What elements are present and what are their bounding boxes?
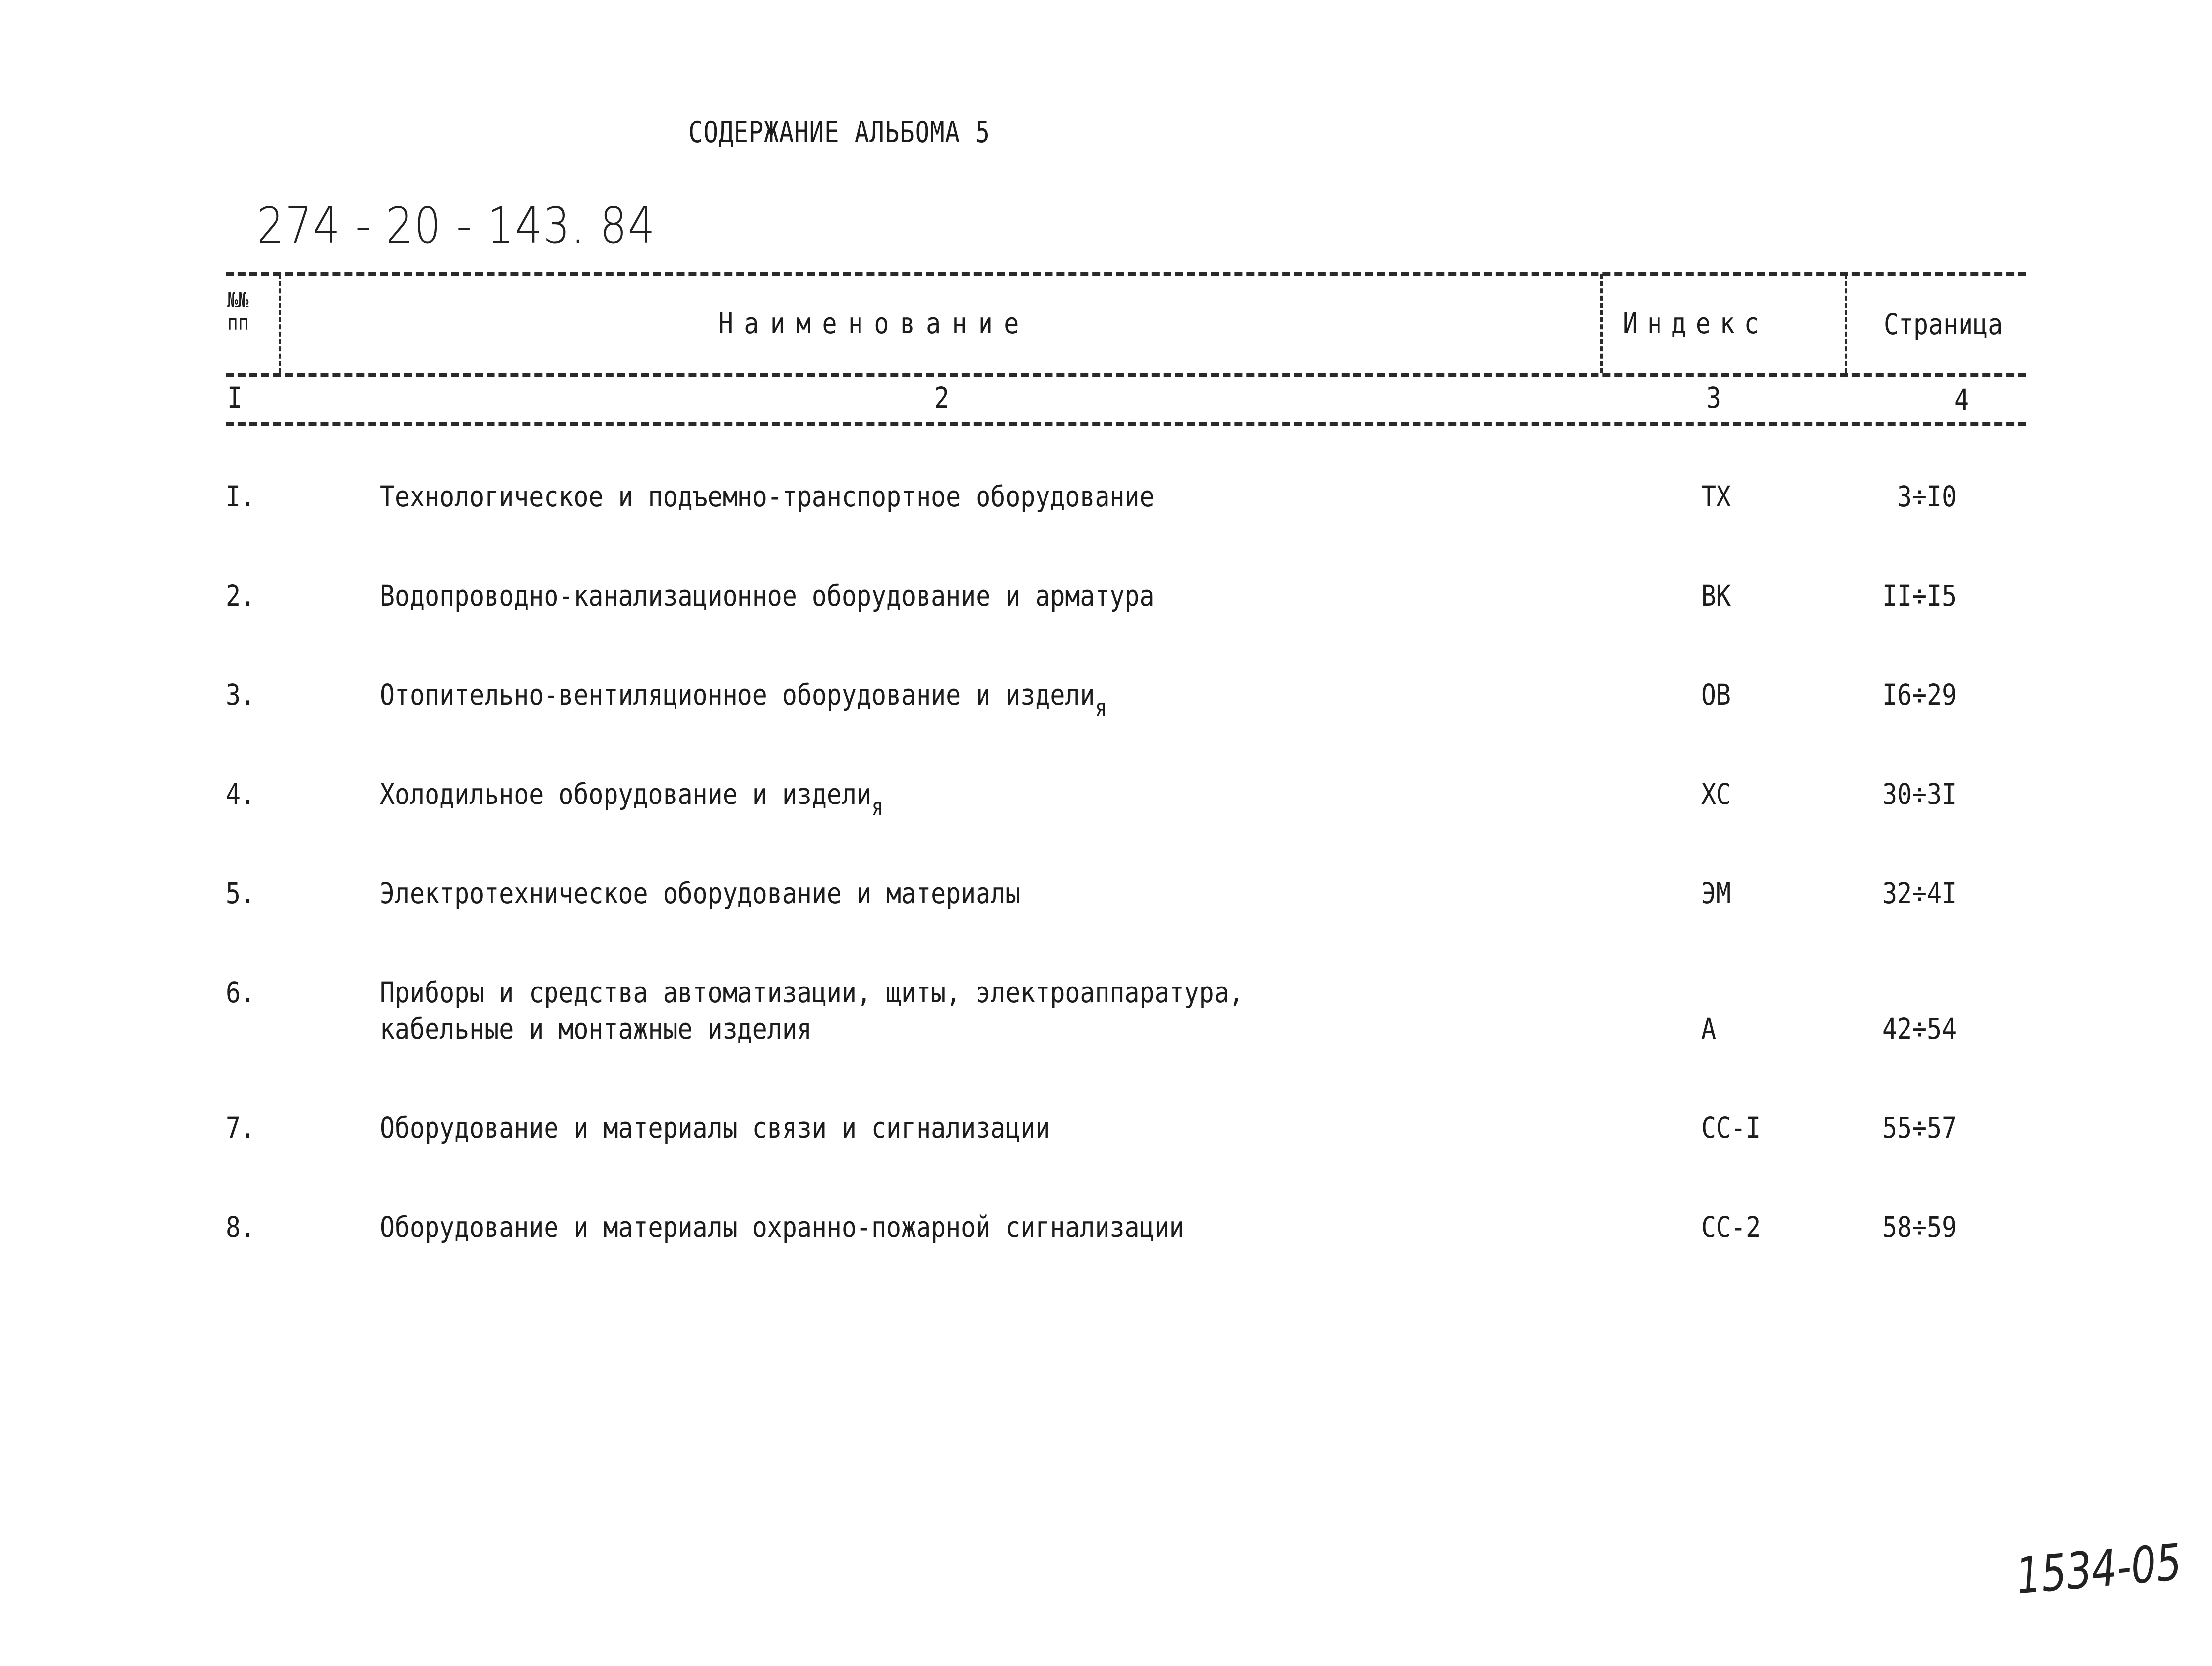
column-number-2: 2 <box>934 381 950 415</box>
header-num-line1: №№ <box>227 288 249 312</box>
row-3-pages: I6÷29 <box>1882 678 1957 712</box>
column-number-4: 4 <box>1954 383 1969 417</box>
row-2-num: 2. <box>226 579 256 613</box>
row-6-index: А <box>1701 1012 1717 1046</box>
row-8-name: Оборудование и материалы охранно-пожарной сигнализации <box>380 1210 1184 1244</box>
header-num-line2: пп <box>227 310 249 335</box>
row-5-pages: 32÷4I <box>1882 876 1957 910</box>
row-3-name <box>380 678 1107 722</box>
row-2-pages: II÷I5 <box>1882 579 1957 613</box>
row-7-num: 7. <box>226 1111 256 1145</box>
document-number: 274 - 20 - 143. 84 <box>257 196 656 254</box>
column-divider-2 <box>1600 274 1603 373</box>
row-6-num: 6. <box>226 976 256 1009</box>
page-title: СОДЕРЖАНИЕ АЛЬБОМА 5 <box>688 115 990 150</box>
row-3-name-text: Отопительно-вентиляционное оборудование и издели <box>380 678 1095 712</box>
row-5-name: Электротехническое оборудование и материалы <box>380 876 1021 910</box>
column-number-1: I <box>227 381 243 415</box>
row-2-name: Водопроводно-канализационное оборудование и арматура <box>380 579 1155 613</box>
row-6-name: Приборы и средства автоматизации, щиты, электроаппаратура, <box>380 976 1244 1009</box>
row-4-pages: 30÷3I <box>1882 777 1957 811</box>
row-8-pages: 58÷59 <box>1882 1210 1957 1244</box>
row-7-pages: 55÷57 <box>1882 1111 1957 1145</box>
row-3-num: 3. <box>226 678 256 712</box>
row-1-pages: 3÷I0 <box>1897 480 1957 513</box>
row-1-index: ТХ <box>1701 480 1731 513</box>
table-top-rule <box>226 272 2026 276</box>
archive-stamp-number: 1534-05 <box>2014 1533 2184 1605</box>
row-4-name-text: Холодильное оборудование и издели <box>380 777 872 811</box>
row-4-index: ХС <box>1701 777 1731 811</box>
row-4-num: 4. <box>226 777 256 811</box>
row-3-index: ОВ <box>1701 678 1731 712</box>
row-4-name <box>380 777 884 821</box>
row-8-num: 8. <box>226 1210 256 1244</box>
row-6-name-line2: кабельные и монтажные изделия <box>380 1012 812 1046</box>
column-divider-3 <box>1845 274 1847 373</box>
header-name: Наименование <box>718 307 1030 340</box>
column-number-3: 3 <box>1706 381 1721 415</box>
row-3-name-subscript: я <box>1095 694 1107 722</box>
row-1-name: Технологическое и подъемно-транспортное оборудование <box>380 480 1155 513</box>
row-8-index: СС-2 <box>1701 1210 1761 1244</box>
row-7-name: Оборудование и материалы связи и сигнализации <box>380 1111 1050 1145</box>
header-bottom-rule <box>226 373 2026 377</box>
column-numbers-rule <box>226 422 2026 426</box>
row-4-name-subscript: я <box>871 793 884 821</box>
header-index: Индекс <box>1623 307 1769 340</box>
column-divider-1 <box>279 274 281 373</box>
row-5-index: ЭМ <box>1701 876 1731 910</box>
header-page: Страница <box>1884 308 2003 341</box>
row-7-index: СС-I <box>1701 1111 1761 1145</box>
row-6-pages: 42÷54 <box>1882 1012 1957 1046</box>
row-1-num: I. <box>226 480 256 513</box>
row-2-index: ВК <box>1701 579 1731 613</box>
row-5-num: 5. <box>226 876 256 910</box>
